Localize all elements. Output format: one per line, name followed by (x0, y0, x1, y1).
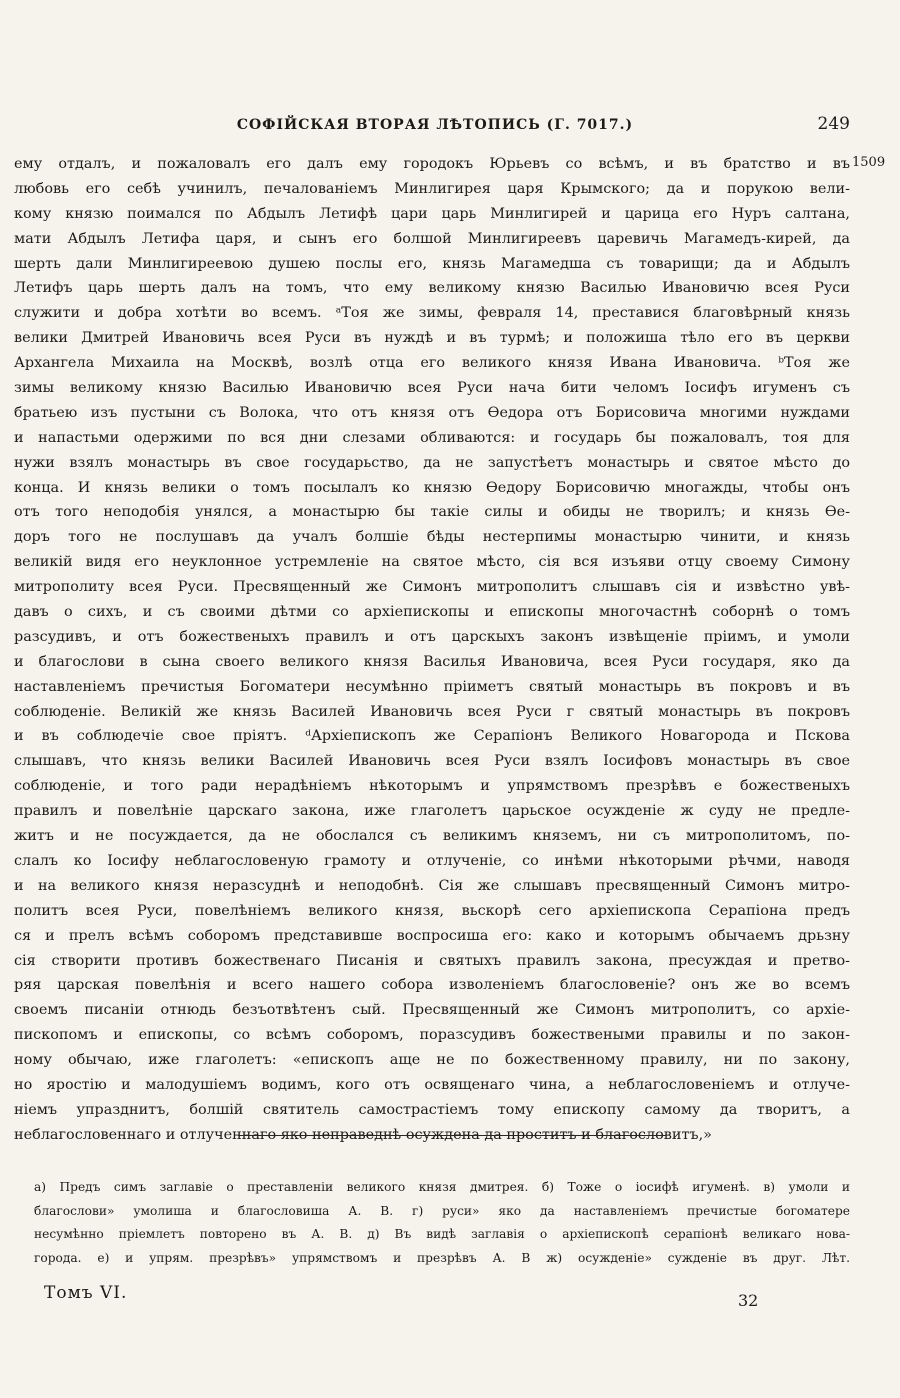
text-line: ряя царская повелѣнія и всего нашего собора изволеніемъ благословеніе? онъ же во всемъ (14, 977, 850, 994)
text-line: и на великого князя неразсуднѣ и неподобнѣ. Сія же слышавъ пресвященный Симонъ митро- (14, 877, 850, 894)
text-line: и въ соблюдечіе свое пріятъ. ᵈАрхіепископъ же Серапіонъ Великого Новагорода и Пскова (14, 728, 850, 745)
text-line: доръ того не послушавъ да учалъ болшіе бѣды нестерпимы монастырю чинити, и князь (14, 529, 850, 546)
text-line: ному обычаю, иже глаголетъ: «епископъ аще не по божественному правилу, ни по закону, (14, 1052, 850, 1069)
text-line: братьею изъ пустыни съ Волока, что отъ князя отъ Ѳедора отъ Борисовича многими нуждами (14, 404, 850, 421)
text-line: но яростію и малодушіемъ водимъ, кого отъ освященаго чина, а неблагословеніемъ и отлуче- (14, 1076, 850, 1093)
footnote-line: несумѣнно пріемлетъ повторено въ А. В. д) Въ видѣ заглавія о архіепископѣ серапіонѣ великаго нова- (34, 1227, 850, 1242)
text-line: шерть дали Минлигиреевою душею послы его, князь Магамедша съ товарищи; да и Абдылъ (14, 255, 850, 272)
text-line: ся и прелъ всѣмъ соборомъ представивше воспросиша его: како и которымъ обычаемъ дрьзну (14, 927, 850, 944)
text-line: давъ о сихъ, и съ своими дѣтми со архіепископы и епископы многочастнѣ соборнѣ о томъ (14, 604, 850, 621)
text-line: великій видя его неуклонное устремленіе на святое мѣсто, сія вся изъяви отцу своему Симону (14, 554, 850, 571)
text-line: соблюденіе. Великій же князь Василей Ивановичь всея Руси г святый монастырь въ покровъ (14, 703, 850, 720)
footnote-line: а) Предъ симъ заглавіе о преставленіи великого князя дмитрея. б) Тоже о іосифѣ игуменѣ. в) умоли и (34, 1180, 850, 1194)
text-line: митрополиту всея Руси. Пресвященный же Симонъ митрополитъ слышавъ сія и извѣстно увѣ- (14, 579, 850, 596)
text-line: служити и добра хотѣти во всемъ. ᵃТоя же зимы, февраля 14, преставися благовѣрный князь (14, 305, 850, 322)
text-line: политъ всея Руси, повелѣніемъ великого князя, вьскорѣ сего архіепископа Серапіона предъ (14, 902, 850, 919)
text-line: Архангела Михаила на Москвѣ, возлѣ отца его великого князя Ивана Ивановича. ᵇТоя же (14, 355, 850, 372)
margin-year-note: 1509 (852, 155, 886, 170)
text-line: правилъ и повелѣніе царскаго закона, иже глаголетъ царьское осужденіе ж суду не предле- (14, 803, 850, 820)
footnote-separator-rule (238, 1135, 666, 1136)
main-text (14, 152, 850, 1148)
text-line: кому князю поимался по Абдылъ Летифѣ цари царь Минлигирей и царица его Нуръ салтана, (14, 205, 850, 222)
text-line: слалъ ко Іосифу неблагословеную грамоту и отлученіе, со инѣми нѣкоторыми рѣчми, наводя (14, 852, 850, 869)
text-line: неблагословеннаго и отлученнаго яко неправеднѣ осуждена да проститъ и благословитъ,» (14, 1126, 712, 1143)
text-line: конца. И князь велики о томъ посылалъ ко князю Ѳедору Борисовичю многажды, чтобы онъ (14, 479, 850, 496)
footnote-line: благослови» умолиша и благословиша А. В. г) руси» яко да наставленіемъ пречистые богоматере (34, 1203, 850, 1218)
text-line: пископомъ и епископы, со всѣмъ соборомъ, поразсудивъ божествеными правилы и по закон- (14, 1027, 850, 1044)
running-title: СОФІЙСКАЯ ВТОРАЯ ЛѢТОПИСЬ (Г. 7017.) (236, 117, 634, 133)
text-line: зимы великому князю Василью Ивановичю всея Руси нача бити челомъ Іосифъ игуменъ съ (14, 380, 850, 397)
text-line: мати Абдылъ Летифа царя, и сынъ его болшой Минлигиреевъ царевичь Магамедъ-кирей, да (14, 230, 850, 247)
text-line: ніемъ упразднитъ, болшій святитель самострастіемъ тому епископу самому да творитъ, а (14, 1101, 850, 1118)
text-line: любовь его себѣ учинилъ, печалованіемъ Минлигирея царя Крымского; да и порукою вели- (14, 180, 850, 197)
page-number: 249 (817, 114, 850, 134)
text-line: ему отдалъ, и пожаловалъ его далъ ему городокъ Юрьевъ со всѣмъ, и въ братство и въ (14, 156, 850, 172)
text-line: и напастьми одержими по вся дни слезами обливаются: и государь бы пожаловалъ, тоя для (14, 429, 850, 446)
sheet-signature: 32 (738, 1291, 759, 1310)
text-line: велики Дмитрей Ивановичь всея Руси въ нуждѣ и въ турмѣ; и положиша тѣло его въ церкви (14, 330, 850, 347)
page-header (20, 114, 850, 143)
footnotes (34, 1176, 850, 1270)
text-line: нужи взялъ монастырь въ свое государьство, да не запустѣетъ монастырь и святое мѣсто до (14, 454, 850, 471)
text-line: своемъ писаніи отнюдь безъотвѣтенъ сый. Пресвященный же Симонъ митрополитъ, со архіе- (14, 1002, 850, 1019)
footnote-line: города. е) и упрям. презрѣвъ» упрямствомъ и презрѣвъ А. В ж) осужденіе» сужденіе въ друг. Лѣт. (34, 1250, 850, 1265)
text-line: слышавъ, что князь велики Василей Ивановичь всея Руси взялъ Іосифовъ монастырь въ свое (14, 753, 850, 770)
text-line: наставленіемъ пречистыя Богоматери несумѣнно пріиметъ святый монастырь въ покровъ и въ (14, 678, 850, 695)
text-line: житъ и не посуждается, да не обослался съ великимъ княземъ, ни съ митрополитомъ, по- (14, 828, 850, 845)
text-line: разсудивъ, и отъ божественыхъ правилъ и отъ царскыхъ законъ извѣщеніе пріимъ, и умоли (14, 628, 850, 645)
text-line: и благослови в сына своего великого князя Василья Ивановича, всея Руси государя, яко да (14, 653, 850, 670)
text-line: Летифъ царь шерть далъ на томъ, что ему великому князю Василью Ивановичю всея Руси (14, 280, 850, 297)
text-line: соблюденіе, и того ради нерадѣніемъ нѣкоторымъ и упрямствомъ презрѣвъ е божественыхъ (14, 778, 850, 795)
text-line: отъ того неподобія унялся, а монастырю бы такіе силы и обиды не творилъ; и князь Ѳе- (14, 504, 850, 521)
text-line: сія створити противъ божественаго Писанія и святыхъ правилъ закона, пресуждая и претво- (14, 952, 850, 969)
volume-label: Томъ VI. (44, 1283, 128, 1303)
